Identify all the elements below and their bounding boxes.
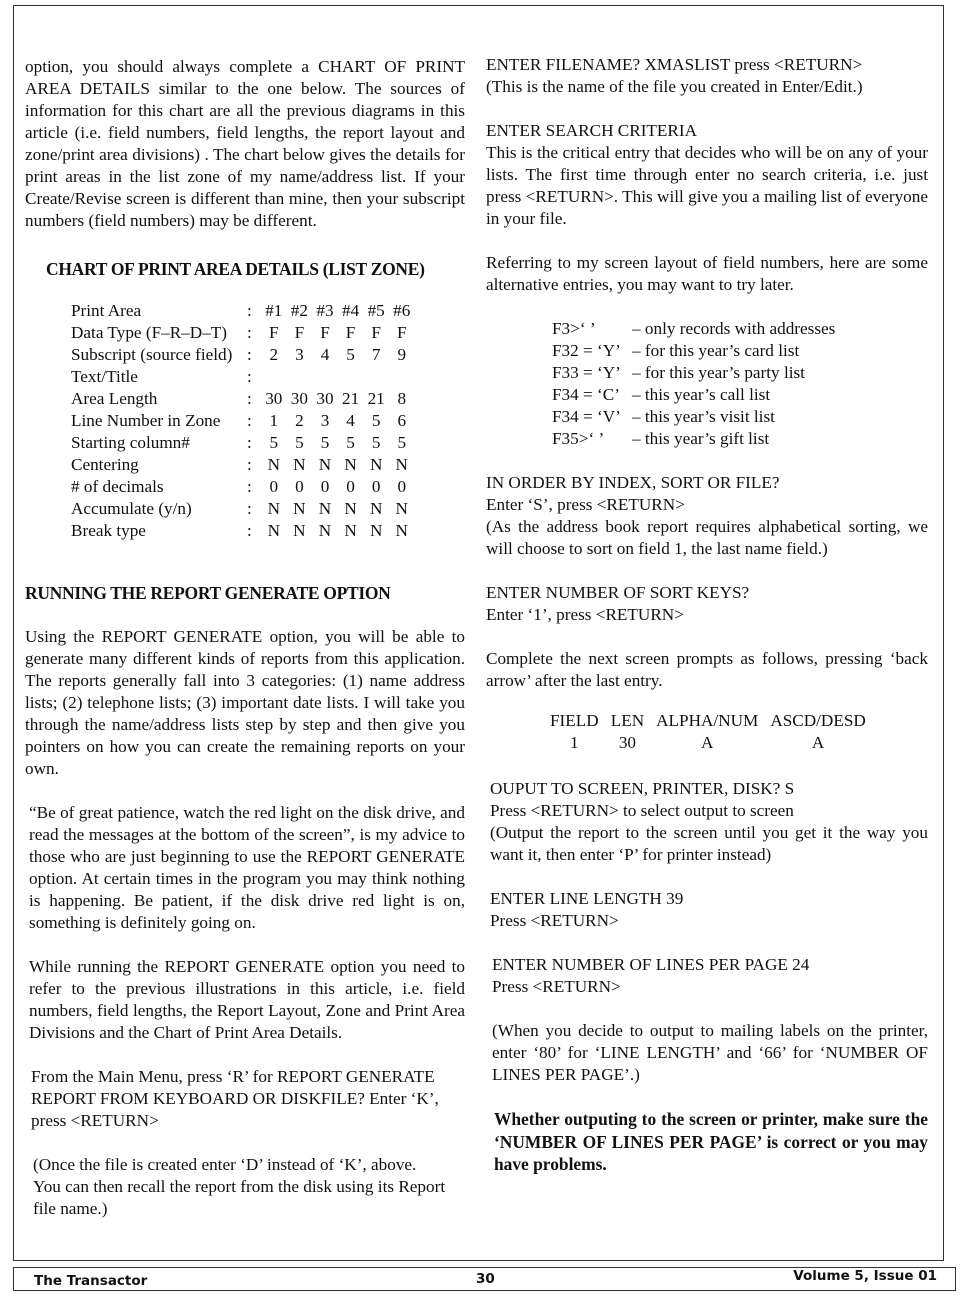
chart-row-label: Accumulate (y/n) [71, 499, 192, 518]
intro-paragraph: option, you should always complete a CHART OF PRINT AREA DETAILS similar to the one below. The sources of information for this chart are all the previous diagrams in this article (i.e. field numbers, field lengths, the report layout and zone/print area divisions) . The chart below gives the details for print areas in the list zone of my name/address list. If your Create/Revise screen is different than mine, then your subscript numbers (field numbers) may be different. [25, 57, 465, 230]
chart-row [71, 432, 415, 454]
criteria-description: – this year’s gift list [632, 429, 770, 448]
chart-cell: 30 [265, 389, 283, 408]
publication-name: The Transactor [34, 1273, 148, 1289]
chart-cell: #4 [341, 301, 360, 320]
header-field: FIELD [550, 711, 599, 730]
paragraph-while-running: While running the REPORT GENERATE option you need to refer to the previous illustrations in this article, i.e. field numbers, field lengths, the Report Layout, Zone and Print Area Divisions and the Chart of Print Area Details. [29, 957, 465, 1042]
main-menu-instruction: From the Main Menu, press ‘R’ for REPORT GENERATE [31, 1067, 435, 1086]
chart-heading: CHART OF PRINT AREA DETAILS (LIST ZONE) [46, 259, 425, 279]
left-column [25, 56, 465, 1220]
cell-alpha-num: A [701, 733, 714, 752]
chart-cell: N [267, 499, 280, 518]
once-created-note: (Once the file is created enter ‘D’ instead of ‘K’, above. [33, 1155, 417, 1174]
chart-cell [363, 366, 389, 388]
paragraph-using-report-generate: Using the REPORT GENERATE option, you will be able to generate many different kinds of reports from this application. The reports generally fall into 3 categories: (1) name address lists; (2) telephone lists; (3) important date lists. I will take you through the name/address lists step by step and then give you pointers on how you can create the remaining reports on your own. [25, 627, 465, 778]
filename-note: (This is the name of the file you created in Enter/Edit.) [486, 77, 863, 96]
chart-cell: 0 [320, 477, 330, 496]
chart-cell: N [293, 521, 306, 540]
chart-cell: N [267, 521, 280, 540]
criteria-expression: F32 = ‘Y’ [552, 341, 621, 360]
sort-key-row [544, 732, 872, 754]
chart-cell: N [318, 521, 332, 540]
chart-cell: 3 [295, 345, 304, 364]
chart-cell: F [269, 323, 279, 342]
chart-row-colon: : [247, 345, 252, 364]
chart-row [71, 520, 415, 542]
chart-cell: 5 [371, 411, 381, 430]
chart-row-colon: : [247, 389, 252, 408]
chart-cell [312, 366, 338, 388]
criteria-description: – only records with addresses [632, 319, 836, 338]
chart-cell: N [318, 499, 332, 518]
chart-cell: 7 [371, 345, 381, 364]
complete-prompts-paragraph: Complete the next screen prompts as follows, pressing ‘back arrow’ after the last entry. [486, 649, 928, 690]
header-alpha-num: ALPHA/NUM [656, 711, 759, 730]
chart-row [71, 388, 415, 410]
criteria-row [552, 384, 835, 406]
lines-per-page-warning: Whether outputing to the screen or printer, make sure the ‘NUMBER OF LINES PER PAGE’ is correct or you may have problems. [494, 1109, 928, 1174]
chart-cell: 5 [295, 433, 304, 452]
lines-per-page-press: Press <RETURN> [492, 977, 621, 996]
search-criteria-heading: ENTER SEARCH CRITERIA [486, 121, 698, 140]
output-press-instruction: Press <RETURN> to select output to screen [490, 801, 794, 820]
chart-cell: 5 [320, 433, 330, 452]
line-length-prompt: ENTER LINE LENGTH 39 [490, 889, 684, 908]
criteria-description: – this year’s call list [632, 385, 771, 404]
search-criteria-examples [552, 318, 835, 450]
chart-cell: 0 [371, 477, 381, 496]
criteria-expression: F35>‘ ’ [552, 429, 605, 448]
chart-cell: N [369, 455, 383, 474]
criteria-row [552, 340, 835, 362]
order-prompt: IN ORDER BY INDEX, SORT OR FILE? [486, 473, 780, 492]
order-note: (As the address book report requires alphabetical sorting, we will choose to sort on field 1, the last name field.) [486, 517, 928, 558]
chart-row-colon: : [247, 455, 252, 474]
chart-row-label: Print Area [71, 301, 142, 320]
chart-row-label: Centering [71, 455, 139, 474]
criteria-description: – for this year’s card list [632, 341, 800, 360]
chart-cell: N [369, 521, 383, 540]
criteria-row [552, 318, 835, 340]
chart-cell: 0 [346, 477, 355, 496]
chart-row [71, 344, 415, 366]
chart-cell: F [294, 323, 305, 342]
chart-cell: N [395, 521, 408, 540]
paragraph-patience-quote: “Be of great patience, watch the red light on the disk drive, and read the messages at the bottom of the screen”, is my advice to those who are just beginning to use the REPORT GENERATE option. At certain times in the program you may think nothing is happening. Be patient, if the disk drive red light is on, something is definitely going on. [29, 803, 465, 932]
chart-cell: F [371, 323, 381, 342]
chart-row-label: # of decimals [71, 477, 164, 496]
chart-row [71, 366, 415, 388]
chart-cell: 5 [269, 433, 279, 452]
output-prompt: OUPUT TO SCREEN, PRINTER, DISK? S [490, 779, 795, 798]
chart-cell: #1 [265, 301, 283, 320]
cell-len: 30 [618, 733, 636, 752]
chart-cell: 6 [397, 411, 407, 430]
chart-row [71, 476, 415, 498]
chart-row-colon: : [247, 301, 252, 320]
chart-cell: 9 [397, 345, 407, 364]
recall-report-note: You can then recall the report from the disk using its Report file name.) [33, 1177, 446, 1218]
chart-row [71, 454, 415, 476]
chart-cell: N [293, 455, 306, 474]
cell-ascd-desd: A [811, 733, 825, 752]
chart-row [71, 300, 415, 322]
chart-row-label: Text/Title [71, 367, 138, 386]
chart-cell: N [293, 499, 306, 518]
issue-label: Volume 5, Issue 01 [793, 1268, 937, 1284]
chart-row [71, 410, 415, 432]
chart-cell: N [344, 521, 357, 540]
chart-cell: F [320, 323, 330, 342]
criteria-row [552, 406, 835, 428]
chart-cell: N [369, 499, 383, 518]
chart-row-label: Starting column# [71, 433, 190, 452]
chart-cell: N [395, 455, 408, 474]
page-number: 30 [476, 1271, 495, 1287]
chart-row [71, 498, 415, 520]
criteria-expression: F34 = ‘V’ [552, 407, 621, 426]
keyboard-or-diskfile-prompt: REPORT FROM KEYBOARD OR DISKFILE? Enter ‘K’, press <RETURN> [31, 1089, 439, 1130]
line-length-press: Press <RETURN> [490, 911, 619, 930]
chart-cell: 0 [295, 477, 304, 496]
chart-cell: 4 [346, 411, 355, 430]
sort-keys-prompt: ENTER NUMBER OF SORT KEYS? [486, 583, 750, 602]
chart-cell: 2 [269, 345, 279, 364]
criteria-description: – this year’s visit list [632, 407, 775, 426]
chart-cell: 21 [367, 389, 385, 408]
mailing-labels-note: (When you decide to output to mailing labels on the printer, enter ‘80’ for ‘LINE LENGTH’ and ‘66’ for ‘NUMBER OF LINES PER PAGE’.) [492, 1021, 928, 1084]
sort-key-table [544, 710, 872, 754]
chart-cell: 21 [341, 389, 360, 408]
search-criteria-paragraph: This is the critical entry that decides who will be on any of your lists. The first time through enter no search criteria, i.e. just press <RETURN>. This will give you a mailing list of everyone in your file. [486, 143, 928, 228]
referring-paragraph: Referring to my screen layout of field numbers, here are some alternative entries, you may want to try later. [486, 253, 928, 294]
chart-row-label: Area Length [71, 389, 158, 408]
section-heading: RUNNING THE REPORT GENERATE OPTION [25, 583, 391, 603]
output-note: (Output the report to the screen until you get it the way you want it, then enter ‘P’ for printer instead) [490, 823, 928, 864]
chart-cell [389, 366, 415, 388]
chart-cell: 5 [346, 345, 355, 364]
chart-cell: F [345, 323, 356, 342]
chart-cell: N [344, 455, 357, 474]
criteria-description: – for this year’s party list [632, 363, 805, 382]
chart-cell: 3 [320, 411, 330, 430]
chart-cell: 5 [371, 433, 381, 452]
chart-cell: N [318, 455, 332, 474]
chart-cell: 2 [295, 411, 304, 430]
chart-cell: 5 [397, 433, 407, 452]
chart-row-colon: : [247, 367, 252, 386]
enter-filename-prompt: ENTER FILENAME? XMASLIST press <RETURN> [486, 55, 863, 74]
chart-cell: 8 [397, 389, 407, 408]
sort-key-header-row [544, 710, 872, 732]
chart-cell: 0 [269, 477, 279, 496]
criteria-row [552, 428, 835, 450]
chart-cell [261, 366, 287, 388]
order-enter-instruction: Enter ‘S’, press <RETURN> [486, 495, 685, 514]
chart-cell: 4 [320, 345, 330, 364]
chart-row-label: Break type [71, 521, 146, 540]
page-footer [13, 1267, 956, 1291]
chart-row-label: Line Number in Zone [71, 411, 221, 430]
chart-cell: 1 [269, 411, 279, 430]
chart-cell: 30 [290, 389, 308, 408]
chart-cell: #6 [393, 301, 411, 320]
chart-cell: 5 [346, 433, 355, 452]
sort-keys-instruction: Enter ‘1’, press <RETURN> [486, 605, 684, 624]
chart-row-colon: : [247, 433, 252, 452]
chart-cell [287, 366, 313, 388]
criteria-expression: F3>‘ ’ [552, 319, 596, 338]
chart-cell: N [344, 499, 357, 518]
chart-cell: #3 [316, 301, 334, 320]
chart-cell [338, 366, 364, 388]
lines-per-page-prompt: ENTER NUMBER OF LINES PER PAGE 24 [492, 955, 810, 974]
chart-cell: 0 [397, 477, 407, 496]
chart-cell: N [395, 499, 408, 518]
header-ascd-desd: ASCD/DESD [770, 711, 866, 730]
chart-row-label: Data Type (F–R–D–T) [71, 323, 228, 342]
cell-field: 1 [570, 733, 579, 752]
right-column [486, 54, 928, 1176]
chart-row [71, 322, 415, 344]
criteria-expression: F33 = ‘Y’ [552, 363, 621, 382]
chart-cell: #5 [367, 301, 385, 320]
chart-cell: F [396, 323, 407, 342]
print-area-chart [71, 300, 415, 542]
chart-cell: N [267, 455, 280, 474]
chart-cell: 30 [316, 389, 334, 408]
chart-row-colon: : [247, 499, 252, 518]
chart-row-colon: : [247, 521, 252, 540]
criteria-row [552, 362, 835, 384]
chart-row-label: Subscript (source field) [71, 345, 233, 364]
header-len: LEN [610, 711, 645, 730]
chart-row-colon: : [247, 323, 252, 342]
chart-row-colon: : [247, 411, 252, 430]
chart-cell: #2 [290, 301, 308, 320]
criteria-expression: F34 = ‘C’ [552, 385, 620, 404]
chart-row-colon: : [247, 477, 252, 496]
